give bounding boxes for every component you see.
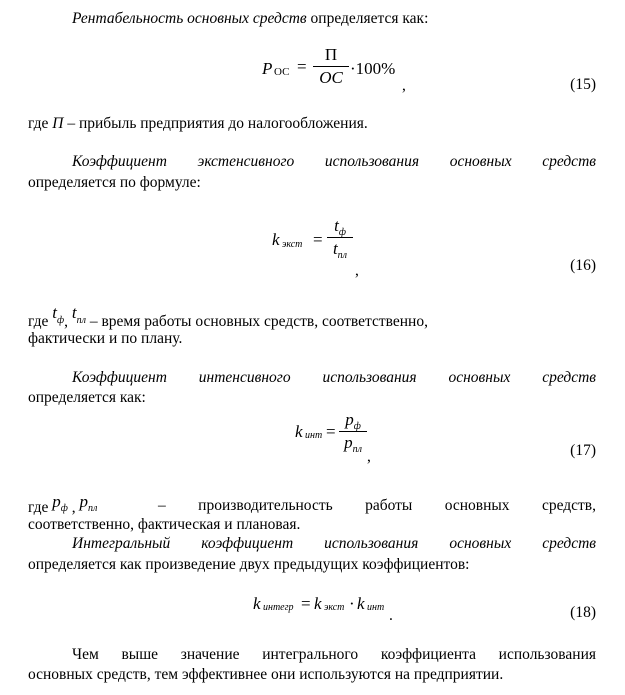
p2-lead: где <box>28 115 53 132</box>
p4-lead: где <box>28 313 53 330</box>
eq18-lhs-symbol: k <box>253 594 261 613</box>
p2-line <box>28 115 368 133</box>
eq15-fraction-bar <box>313 66 349 67</box>
eq15-fraction <box>313 45 349 88</box>
p3-line2: определяется по формуле: <box>28 174 201 191</box>
p4-sym1-sub: ф <box>56 315 65 326</box>
eq17-number: (17) <box>570 442 596 459</box>
p4-sym2: t <box>71 303 77 322</box>
eq17-fraction-bar <box>339 431 367 432</box>
p4-sep: , <box>64 313 72 330</box>
eq17-lhs-sub: инт <box>305 430 323 441</box>
p6-line1-lead <box>28 492 98 517</box>
eq15-multiplier: ·100% <box>350 59 396 78</box>
p8-line1: Чем выше значение интегрального коэффициента использования <box>72 646 596 663</box>
eq18-number: (18) <box>570 604 596 621</box>
eq17-fraction <box>339 410 367 453</box>
p6-lead: где <box>28 499 53 516</box>
p6-sym1-sub: ф <box>60 503 68 514</box>
eq17-numerator: $p_ф$ <box>345 410 361 432</box>
eq16-lhs-symbol: k <box>272 230 280 249</box>
eq16-numerator: $t_ф$ <box>334 216 346 238</box>
eq16-equals: = <box>313 230 323 249</box>
p7-line1: Интегральный коэффициент использования основных средств <box>72 535 596 552</box>
p7-line2: определяется как произведение двух предыдущих коэффициентов: <box>28 556 470 573</box>
eq18-f2-sub: инт <box>367 602 385 613</box>
p6-rest: – производительность работы основных средств, <box>158 497 596 514</box>
p1-line <box>72 10 428 28</box>
eq15-trailing: , <box>402 77 406 94</box>
eq16-number: (16) <box>570 257 596 274</box>
eq17-equals: = <box>326 422 336 441</box>
eq18-lhs-sub: интегр <box>263 602 294 613</box>
p1-term: Рентабельность основных средств <box>72 10 307 27</box>
p6-sym2-sub: пл <box>87 503 98 514</box>
p4-sym1: t <box>52 303 57 322</box>
p2-rest: – прибыль предприятия до налогообложения. <box>63 115 368 132</box>
p6-sym1: p <box>52 492 61 511</box>
eq18-f2-symbol: k <box>357 594 365 613</box>
p4-line1 <box>28 303 428 331</box>
eq15-lhs-symbol: P <box>262 59 273 78</box>
eq16-denominator: $t_{пл}$ <box>332 239 348 261</box>
eq17-lhs-symbol: k <box>295 422 303 441</box>
eq17-denominator: $p_{пл}$ <box>344 433 362 455</box>
p6-line2: соответственно, фактическая и плановая. <box>28 516 301 533</box>
eq15-equals: = <box>297 57 307 76</box>
p4-line2: фактически и по плану. <box>28 330 183 347</box>
p6-sym2: p <box>79 492 88 511</box>
eq16-trailing: , <box>355 262 359 279</box>
eq15-lhs-sub: ОС <box>274 66 290 78</box>
eq15-denominator: ОС <box>319 68 343 87</box>
p5-line2: определяется как: <box>28 389 146 406</box>
eq15-number: (15) <box>570 76 596 93</box>
eq16-lhs-sub: экст <box>282 239 303 250</box>
p5-line1: Коэффициент интенсивного использования основных средств <box>72 369 596 386</box>
eq16-fraction <box>327 216 353 259</box>
eq18-dot: · <box>349 594 355 613</box>
p2-symbol: П <box>52 115 64 132</box>
eq18-trailing: . <box>389 607 393 624</box>
p3-line1: Коэффициент экстенсивного использования основных средств <box>72 153 596 170</box>
p6-sep: , <box>67 499 80 516</box>
eq15-numerator: П <box>324 45 338 64</box>
p1-rest: определяется как: <box>306 10 429 27</box>
eq18-f1-symbol: k <box>314 594 322 613</box>
eq18-f1-sub: экст <box>324 602 345 613</box>
p4-rest: – время работы основных средств, соответственно, <box>85 313 428 330</box>
eq18-equals: = <box>301 594 311 613</box>
p4-sym2-sub: пл <box>76 315 86 326</box>
p8-line2: основных средств, тем эффективнее они используются на предприятии. <box>28 666 504 683</box>
eq17-trailing: , <box>367 448 371 465</box>
